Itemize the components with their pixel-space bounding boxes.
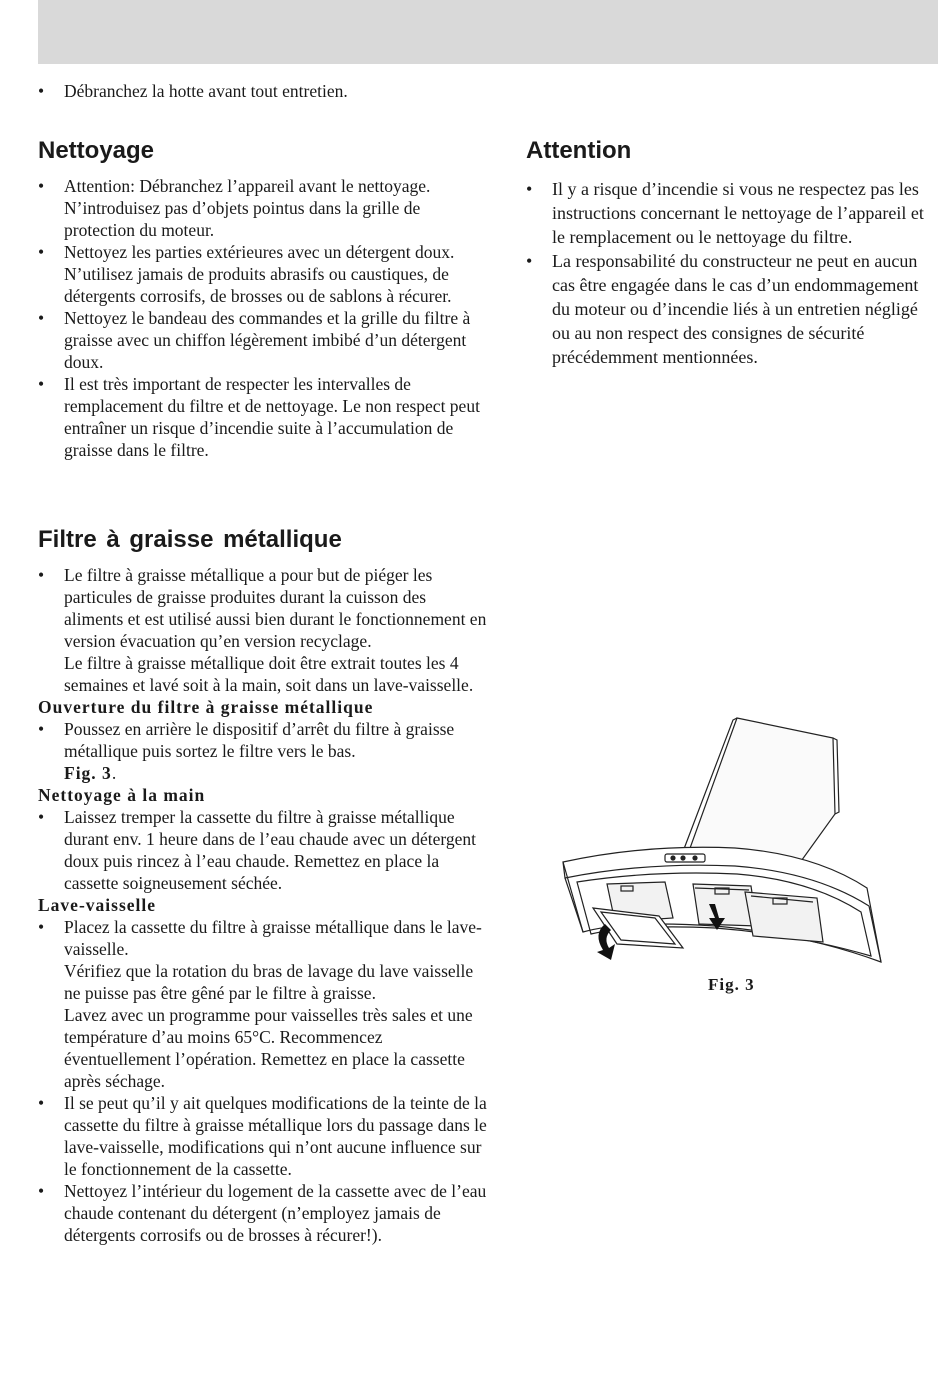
list-item	[38, 564, 488, 696]
filtre-section	[38, 526, 488, 1246]
list-item	[38, 1092, 488, 1180]
attention-section	[526, 137, 938, 369]
list-item	[38, 175, 488, 241]
list-item	[38, 916, 488, 1092]
item-text: • Placez la cassette du filtre à graisse métallique dans le lave-vaisselle.	[64, 917, 482, 959]
attention-list	[526, 177, 938, 369]
item-text: N’utilisez jamais de produits abrasifs ou caustiques, de détergents corrosifs, de brosses ou de sablons à récurer.	[64, 264, 452, 306]
item-text: Poussez en arrière le dispositif d’arrêt du filtre à graisse métallique puis sortez le filtre vers le bas.	[64, 719, 455, 761]
item-text: • Il est très important de respecter les intervalles de remplacement du filtre et de nettoyage. Le non respect peut entraîner un risque d’incendie suite à l’accumulation de graisse dans le filtre.	[64, 374, 480, 460]
item-text: • Nettoyez le bandeau des commandes et la grille du filtre à graisse avec un chiffon légèrement imbibé d’un détergent doux.	[64, 308, 471, 372]
item-text: Il y a risque d’incendie si vous ne respectez pas les instructions concernant le nettoyage de l’appareil et le remplacement ou le nettoyage du filtre.	[552, 179, 924, 247]
header-bar	[38, 0, 938, 64]
main-subheading: Nettoyage à la main	[38, 785, 206, 805]
list-item	[38, 241, 488, 307]
item-text: Le filtre à graisse métallique doit être extrait toutes les 4 semaines et lavé soit à la main, soit dans un lave-vaisselle.	[64, 653, 474, 695]
item-text: • Le filtre à graisse métallique a pour but de piéger les particules de graisse produites durant la cuisson des aliments et est utilisé aussi bien durant le fonctionnement en version évacuation qu’en version recyclage.	[64, 565, 487, 651]
list-item	[526, 249, 938, 369]
fig-reference: Fig. 3	[64, 763, 112, 783]
lave-list	[38, 916, 488, 1246]
list-item	[38, 806, 488, 894]
figure-caption: Fig. 3	[708, 975, 755, 994]
item-text: • Attention: Débranchez l’appareil avant le nettoyage. N’introduisez pas d’objets pointus dans la grille de protection du moteur.	[64, 176, 431, 240]
range-hood-illustration	[555, 712, 885, 972]
list-item	[38, 1180, 488, 1246]
main-list	[38, 806, 488, 894]
item-text: Vérifiez que la rotation du bras de lavage du lave vaisselle ne puisse pas être gêné par le filtre à graisse.	[64, 961, 474, 1003]
top-note	[38, 80, 488, 102]
ouverture-list	[38, 718, 488, 784]
attention-title: Attention	[526, 137, 632, 164]
item-text: Lavez avec un programme pour vaisselles très sales et une température d’au moins 65°C. Recommencez éventuellement l’opération. Remettez en place la cassette après séchage.	[64, 1005, 473, 1091]
period: .	[111, 763, 117, 783]
nettoyage-section	[38, 137, 488, 461]
lave-subheading: Lave-vaisselle	[38, 895, 157, 915]
list-item	[38, 718, 488, 784]
item-text: • Nettoyez l’intérieur du logement de la cassette avec de l’eau chaude contenant du détergent (n’employez jamais de détergents corrosifs ou de brosses à récurer!).	[64, 1181, 487, 1245]
nettoyage-list	[38, 175, 488, 461]
top-note-text: Débranchez la hotte avant tout entretien.	[64, 81, 348, 101]
filtre-intro-list	[38, 564, 488, 696]
item-text: • Nettoyez les parties extérieures avec un détergent doux.	[64, 242, 455, 262]
item-text: Laissez tremper la cassette du filtre à graisse métallique durant env. 1 heure dans de l’eau chaude avec un détergent doux puis rincez à l’eau chaude. Remettez en place la cassette soigneusement séchée.	[64, 807, 477, 893]
nettoyage-title: Nettoyage	[38, 137, 155, 164]
item-text: • Il se peut qu’il y ait quelques modifications de la teinte de la cassette du filtre à graisse métallique lors du passage dans le lave-vaisselle, modifications qui n’ont aucune influence sur le fonctionnement de la cassette.	[64, 1093, 487, 1179]
list-item	[526, 177, 938, 249]
list-item	[38, 307, 488, 373]
list-item	[38, 80, 488, 102]
item-text: La responsabilité du constructeur ne peut en aucun cas être engagée dans le cas d’un endommagement du moteur ou d’incendie liés à un entretien négligé ou au non respect des consignes de sécurité précédemment mentionnées.	[552, 251, 919, 367]
ouverture-subheading: Ouverture du filtre à graisse métallique	[38, 697, 374, 717]
filtre-title: Filtre à graisse métallique	[38, 526, 342, 553]
list-item	[38, 373, 488, 461]
